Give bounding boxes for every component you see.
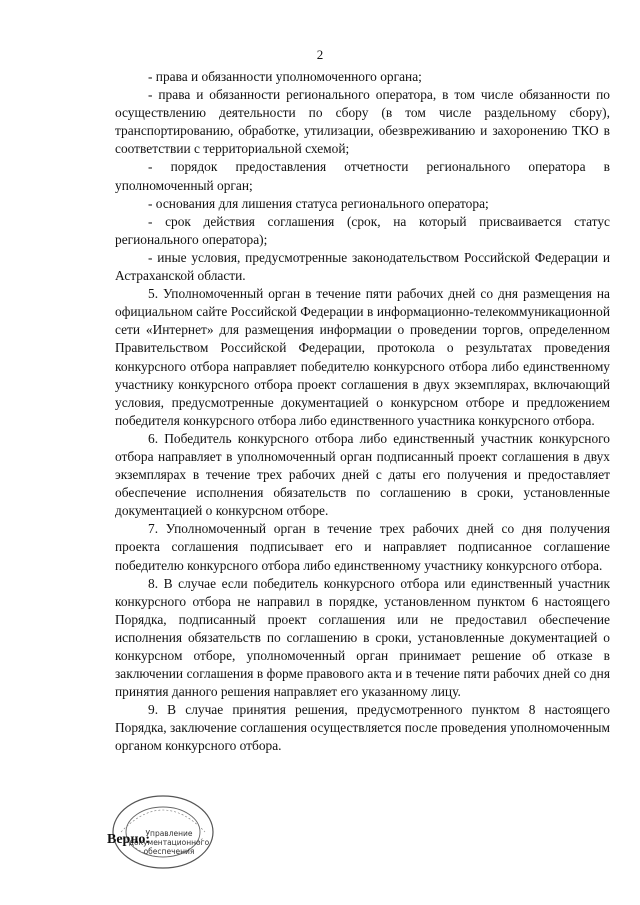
paragraph: - срок действия соглашения (срок, на который присваивается статус регионального оператора); — [115, 213, 610, 247]
paragraph: 6. Победитель конкурсного отбора либо единственный участник конкурсного отбора направляет в уполномоченный орган подписанный проект соглашения в двух экземплярах в течение трех рабочих дней с даты его получения и предоставляет обеспечение исполнения обязательств по соглашению в сроки, установленные документацией о конкурсном отборе. — [115, 430, 610, 519]
stamp-line: обеспечения — [143, 847, 195, 856]
stamp-line: документационного — [128, 838, 210, 847]
paragraph: 7. Уполномоченный орган в течение трех рабочих дней со дня получения проекта соглашения подписывает его и направляет подписанное соглашение победителю конкурсного отбора либо единственному участнику конкурсного отбора. — [115, 521, 610, 573]
document-body — [115, 68, 610, 756]
paragraph: - порядок предоставления отчетности регионального оператора в уполномоченный орган; — [115, 159, 610, 193]
paragraph: - основания для лишения статуса регионального оператора; — [148, 195, 489, 211]
paragraph: 5. Уполномоченный орган в течение пяти рабочих дней со дня размещения на официальном сайте Российской Федерации в информационно-телекоммуникационной сети «Интернет» для размещения информации о проведении торгов, определенном Правительством Российской Федерации, протокола о результатах проведения конкурсного отбора направляет победителю конкурсного отбора либо единственному участнику конкурсного отбора проект соглашения в двух экземплярах, включающий условия, предусмотренные документацией о конкурсном отборе и предложением победителя конкурсного отбора либо единственного участника конкурсного отбора. — [115, 286, 610, 428]
paragraph: - права и обязанности регионального оператора, в том числе обязанности по осуществлению деятельности по сбору (в том числе раздельному сбору), транспортированию, обработке, утилизации, обезвреживанию и захоронению ТКО в соответствии с территориальной схемой; — [115, 87, 610, 157]
stamp-line: Управление — [145, 829, 193, 838]
paragraph: 8. В случае если победитель конкурсного отбора или единственный участник конкурсного отбора не направил в порядке, установленном пунктом 6 настоящего Порядка, подписанный проект соглашения или не предоставил обеспечение исполнения обязательств по соглашению в сроки, установленные документацией о конкурсном отборе, уполномоченный орган принимает решение об отказе в заключении соглашения в форме правового акта и в течение пяти рабочих дней со дня принятия данного решения направляет его указанному лицу. — [115, 575, 610, 700]
paragraph: 9. В случае принятия решения, предусмотренного пунктом 8 настоящего Порядка, заключение соглашения осуществляется после проведения уполномоченным органом конкурсного отбора. — [115, 702, 610, 754]
paragraph: - права и обязанности уполномоченного органа; — [148, 69, 422, 84]
page-number: 2 — [316, 47, 324, 62]
certification-label: Верно: — [107, 832, 151, 847]
paragraph: - иные условия, предусмотренные законодательством Российской Федерации и Астраханской области. — [115, 249, 610, 284]
